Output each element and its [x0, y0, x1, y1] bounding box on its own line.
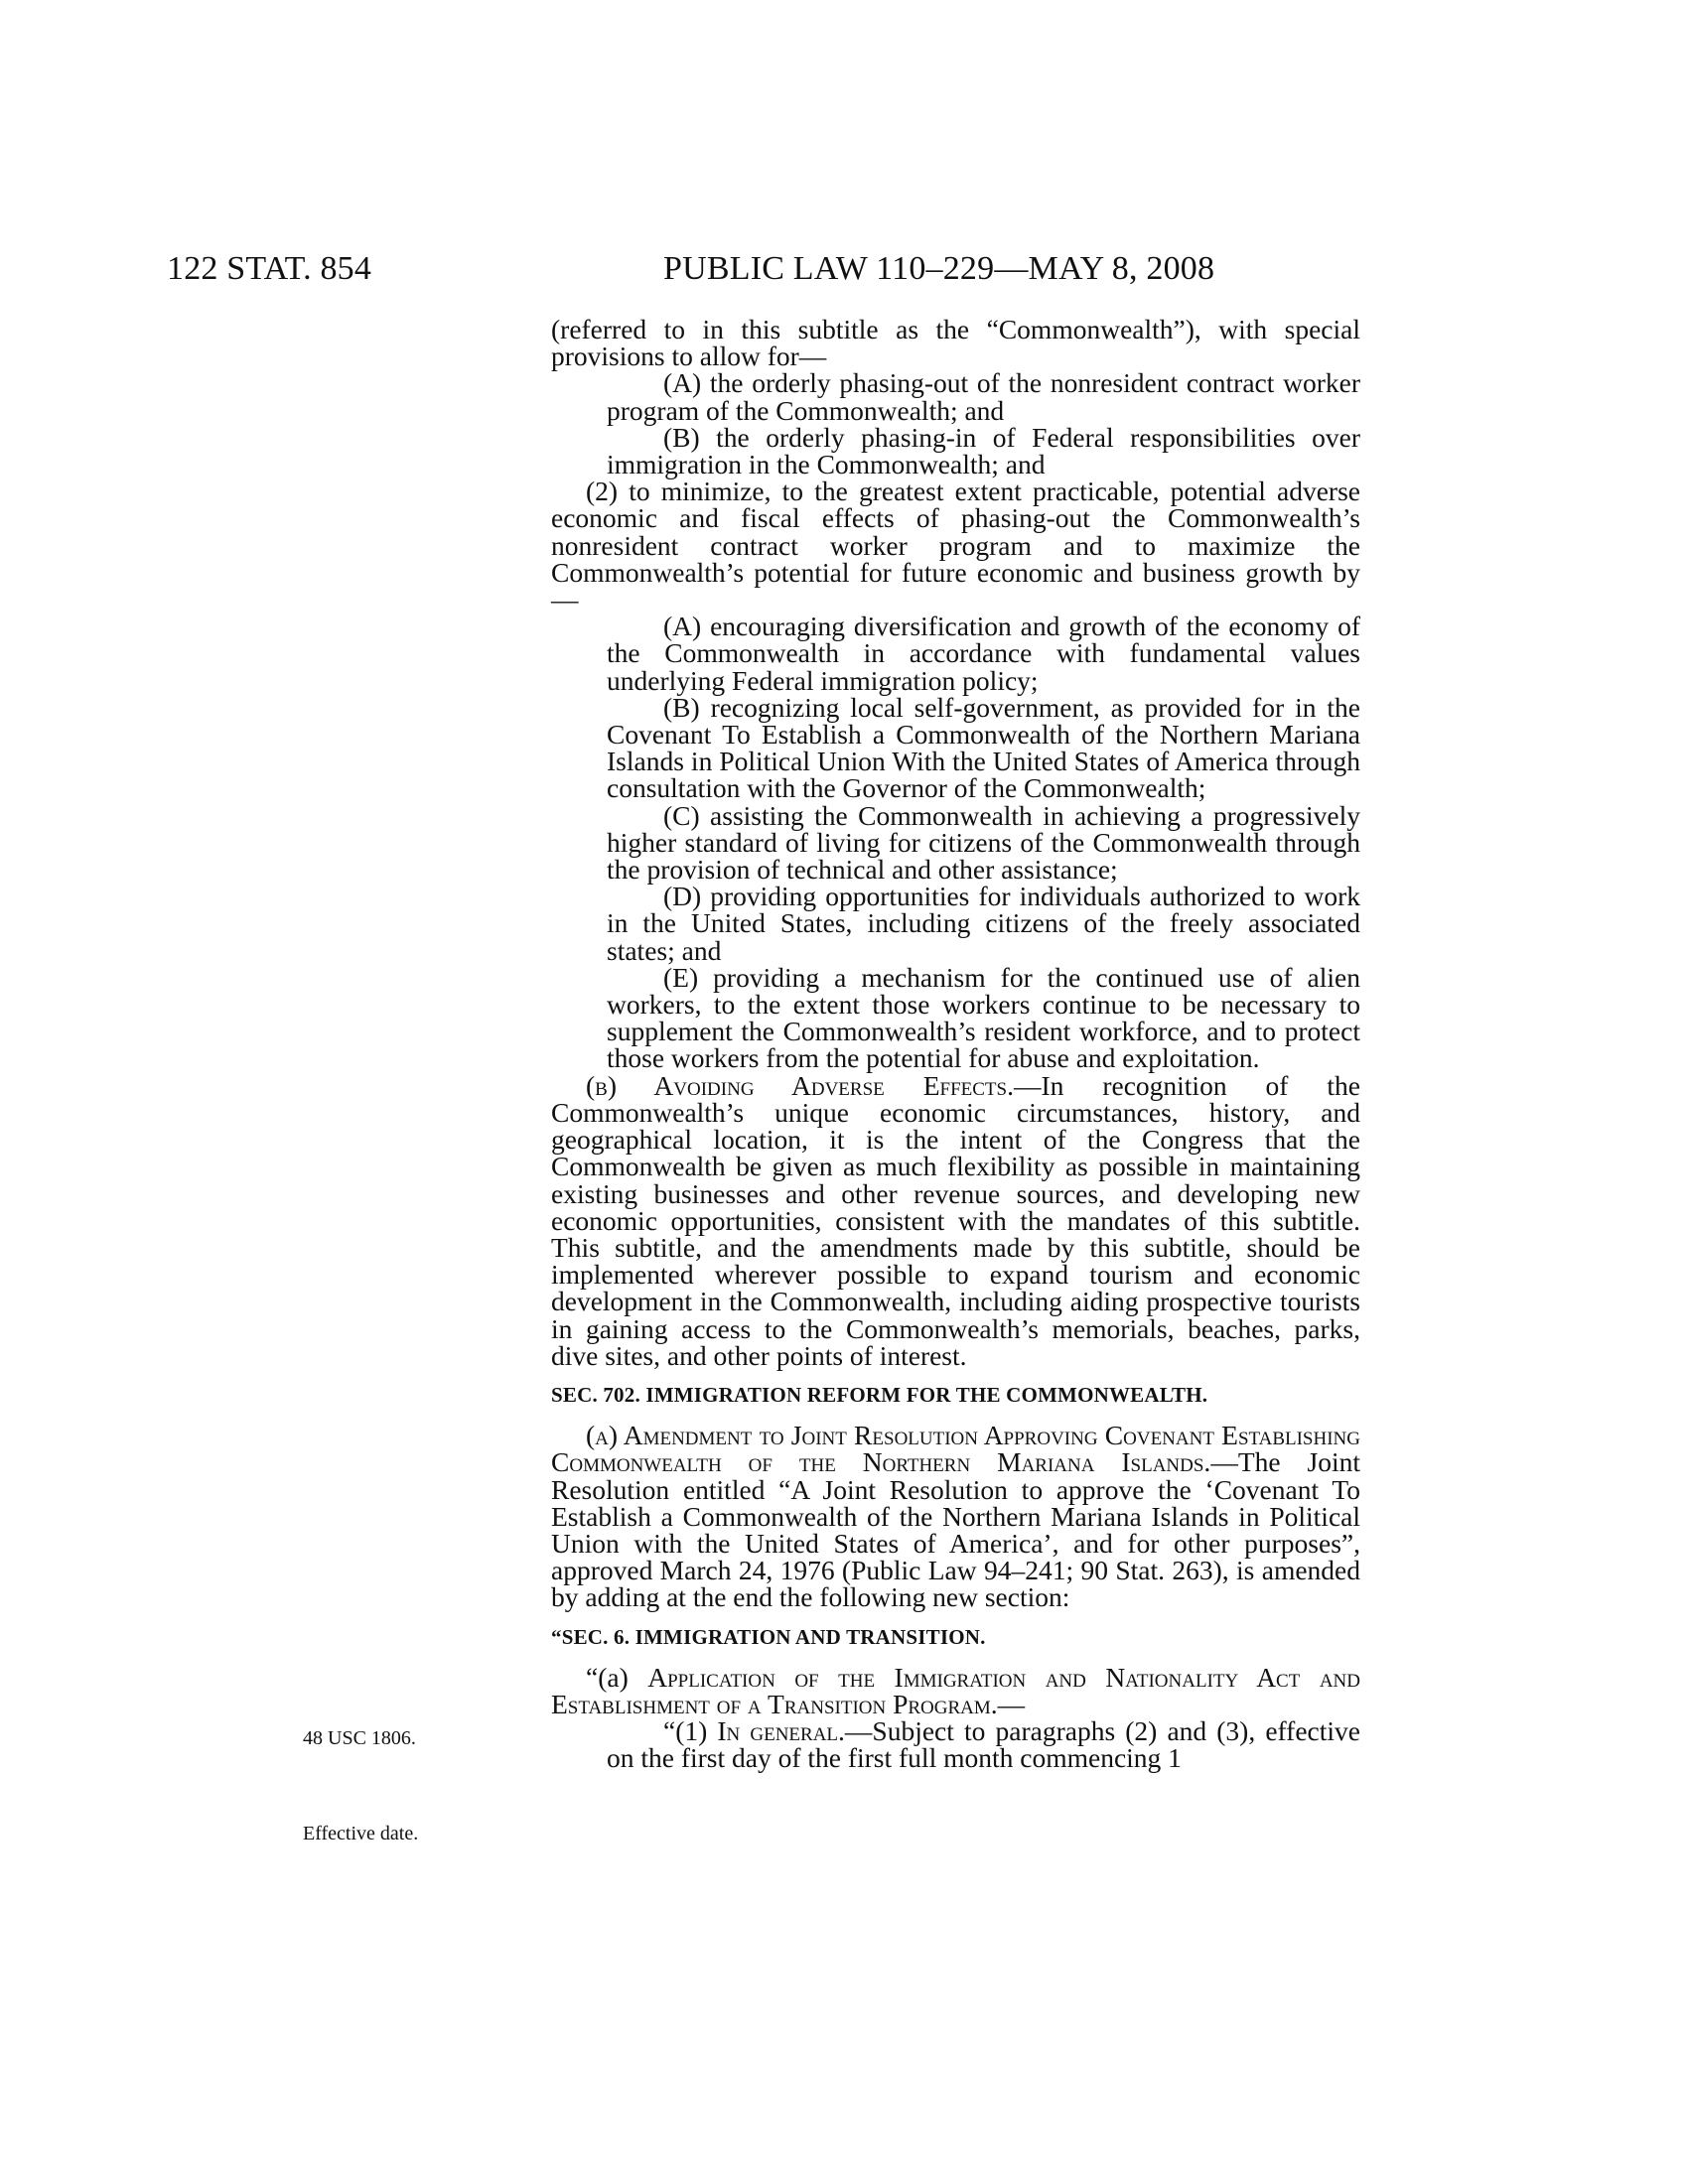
paragraph: (A) encouraging diversification and growth of the economy of the Commonwealth in accordance with fundamental values underlying Federal immigration policy; [607, 611, 1360, 696]
paragraph: (D) providing opportunities for individuals authorized to work in the United States, including citizens of the freely associated states; and [607, 881, 1360, 966]
section-heading: SEC. 702. IMMIGRATION REFORM FOR THE COMMONWEALTH. [551, 1382, 1208, 1407]
section-heading: “SEC. 6. IMMIGRATION AND TRANSITION. [551, 1624, 986, 1649]
subsection-heading: In general. [717, 1715, 845, 1747]
subsection-heading: Application of the Immigration and Nationality Act and Establishment of a Transition Program. [551, 1661, 1360, 1719]
paragraph [551, 1715, 1360, 1774]
paragraph: (C) assisting the Commonwealth in achieving a progressively higher standard of living for citizens of the Commonwealth through the provision of technical and other assistance; [607, 799, 1360, 886]
document-body [551, 316, 1360, 1772]
paragraph [551, 1420, 1360, 1613]
margin-note-usc: 48 USC 1806. [303, 1727, 416, 1749]
paragraph-text: —In recognition of the Commonwealth’s unique economic circumstances, history, and geographical location, it is the intent of the Congress that the Commonwealth be given as much flexibility as possible in maintaining existing businesses and other revenue sources, and developing new economic opportunities, consistent with the mandates of this subtitle. This subtitle, and the amendments made by this subtitle, should be implemented wherever possible to expand tourism and economic development in the Commonwealth, including aiding prospective tourists in gaining access to the Commonwealth’s memorials, beaches, parks, dive sites, and other points of interest. [551, 1069, 1360, 1371]
paragraph: (B) recognizing local self-government, as provided for in the Covenant To Establish a Commonwealth of the Northern Mariana Islands in Political Union With the United States of America through consultation with the Governor of the Commonwealth; [607, 691, 1360, 804]
paragraph-text: —The Joint Resolution entitled “A Joint Resolution to approve the ‘Covenant To Establish a Commonwealth of the Northern Mariana Islands in Political Union with the United States of America’, and for other purposes”, approved March 24, 1976 (Public Law 94–241; 90 Stat. 263), is amended by adding at the end the following new section: [551, 1446, 1360, 1613]
law-title: PUBLIC LAW 110–229—MAY 8, 2008 [663, 250, 1215, 287]
paragraph: (referred to in this subtitle as the “Commonwealth”), with special provisions to allow for— [551, 314, 1360, 372]
margin-note-effective-date: Effective date. [303, 1823, 419, 1844]
paragraph-text: “(1) [663, 1715, 718, 1747]
paragraph-text: “(a) [586, 1661, 648, 1693]
paragraph [551, 1661, 1360, 1719]
paragraph: (2) to minimize, to the greatest extent practicable, potential adverse economic and fiscal effects of phasing-out the Commonwealth’s nonresident contract worker program and to maximize the Commonwealth’s potential for future economic and business growth by— [551, 476, 1360, 615]
paragraph-text: —Subject to paragraphs (2) and (3), effective on the first day of the first full month commencing 1 [607, 1715, 1360, 1774]
subsection-heading: (b) Avoiding Adverse Effects. [586, 1069, 1014, 1101]
paragraph: (B) the orderly phasing-in of Federal responsibilities over immigration in the Commonwealth; and [607, 421, 1360, 480]
page-reference: 122 STAT. 854 [167, 250, 372, 287]
paragraph: (A) the orderly phasing-out of the nonresident contract worker program of the Commonwealth; and [607, 367, 1360, 426]
subsection-heading: (a) Amendment to Joint Resolution Approving Covenant Establishing Commonwealth of the Northern Mariana Islands. [551, 1420, 1360, 1478]
paragraph-text: — [997, 1688, 1026, 1719]
paragraph [551, 1069, 1360, 1371]
paragraph: (E) providing a mechanism for the continued use of alien workers, to the extent those workers continue to be necessary to supplement the Commonwealth’s resident workforce, and to protect those workers from the potential for abuse and exploitation. [607, 961, 1360, 1074]
